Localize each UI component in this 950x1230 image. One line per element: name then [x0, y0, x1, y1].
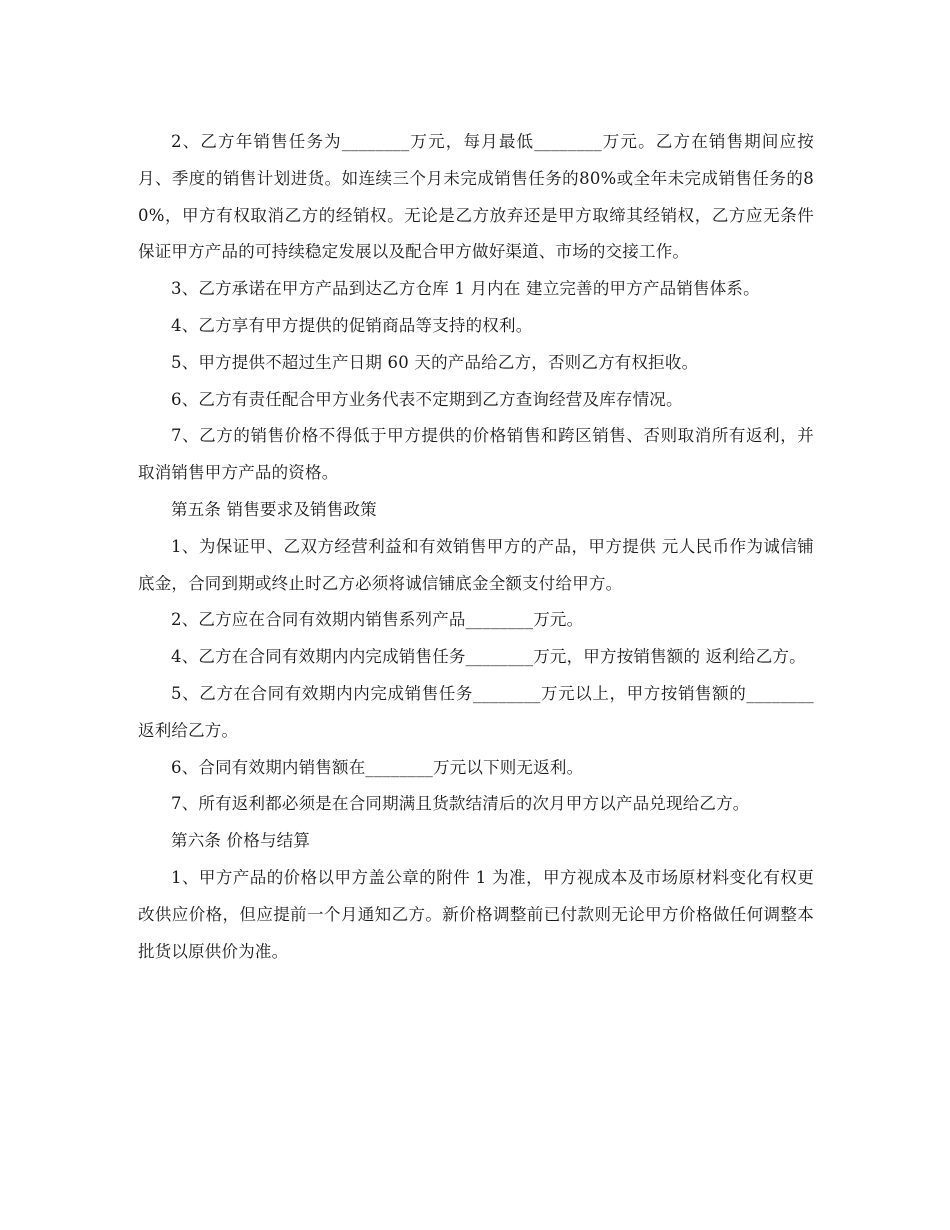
clause-paragraph: 5、甲方提供不超过生产日期 60 天的产品给乙方，否则乙方有权拒收。 — [171, 352, 699, 372]
section-heading: 第五条 销售要求及销售政策 — [171, 499, 377, 519]
clause-paragraph: 6、合同有效期内销售额在________万元以下则无返利。 — [171, 757, 584, 777]
clause-paragraph: 6、乙方有责任配合甲方业务代表不定期到乙方查询经营及库存情况。 — [171, 389, 683, 409]
clause-paragraph: 2、乙方年销售任务为________万元，每月最低________万元。乙方在销售期间应按月、季度的销售计划进货。如连续三个月未完成销售任务的80%或全年未完成销售任务的80%，甲方有权取消乙方的经销权。无论是乙方放弃还是甲方取缔其经销权，乙方应无条件保证甲方产品的可持续稳定发展以及配合甲方做好渠道、市场的交接工作。 — [138, 132, 814, 262]
clause-paragraph: 4、乙方在合同有效期内内完成销售任务________万元，甲方按销售额的 返利给乙方。 — [171, 647, 806, 667]
clause-paragraph: 7、所有返利都必须是在合同期满且货款结清后的次月甲方以产品兑现给乙方。 — [171, 794, 750, 814]
clause-paragraph: 1、为保证甲、乙双方经营利益和有效销售甲方的产品，甲方提供 元人民币作为诚信铺底金，合同到期或终止时乙方必须将诚信铺底金全额支付给甲方。 — [138, 536, 814, 593]
clause-paragraph: 3、乙方承诺在甲方产品到达乙方仓库 1 月内在 建立完善的甲方产品销售体系。 — [171, 279, 760, 299]
clause-paragraph: 1、甲方产品的价格以甲方盖公章的附件 1 为准，甲方视成本及市场原材料变化有权更改供应价格，但应提前一个月通知乙方。新价格调整前已付款则无论甲方价格做任何调整本批货以原供价为准。 — [138, 867, 814, 961]
clause-paragraph: 5、乙方在合同有效期内内完成销售任务________万元以上，甲方按销售额的________返利给乙方。 — [138, 683, 814, 740]
clause-paragraph: 4、乙方享有甲方提供的促销商品等支持的权利。 — [171, 315, 533, 335]
clause-paragraph: 7、乙方的销售价格不得低于甲方提供的价格销售和跨区销售、否则取消所有返利，并取消销售甲方产品的资格。 — [138, 426, 814, 483]
section-heading: 第六条 价格与结算 — [171, 831, 311, 851]
clause-paragraph: 2、乙方应在合同有效期内销售系列产品________万元。 — [171, 610, 584, 630]
document-body — [138, 124, 814, 970]
